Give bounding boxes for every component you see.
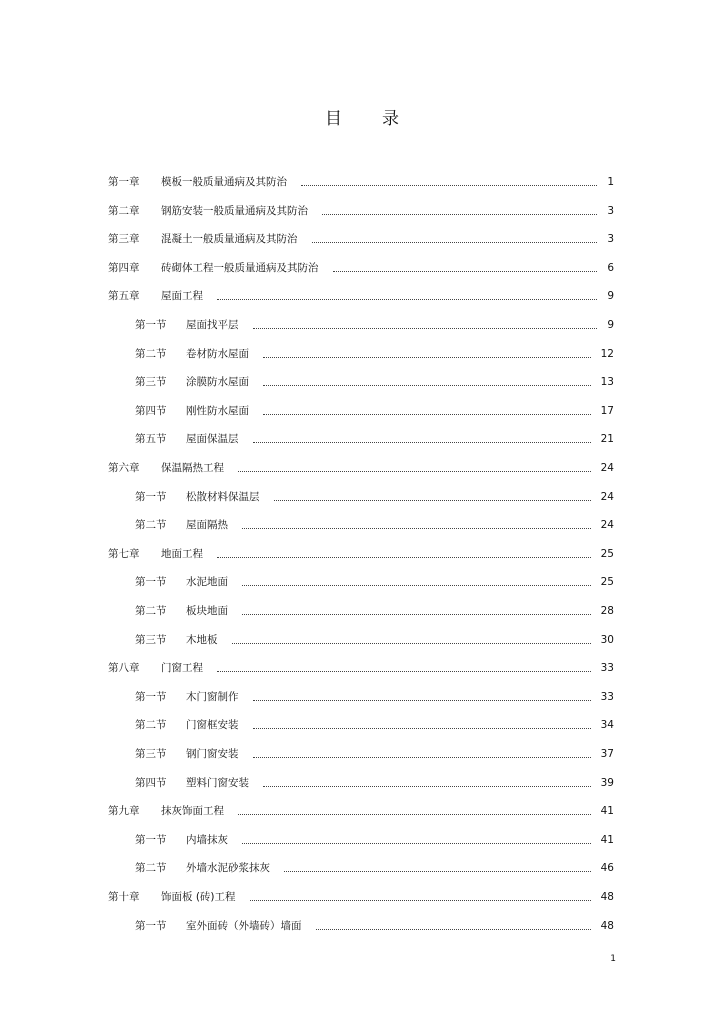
toc-entry-page: 30 xyxy=(600,633,614,646)
toc-section-row xyxy=(0,515,724,535)
toc-dot-leader xyxy=(238,814,591,815)
toc-entry-page: 46 xyxy=(600,862,614,875)
page-title xyxy=(0,104,724,129)
page-title-part1: 目 xyxy=(325,109,342,129)
toc-section-row xyxy=(0,744,724,764)
toc-entry-title: 水泥地面 xyxy=(186,576,228,589)
page-number: 1 xyxy=(610,954,616,964)
toc-dot-leader xyxy=(284,871,591,872)
toc-dot-leader xyxy=(253,757,591,758)
toc-entry-number: 第四章 xyxy=(108,261,140,274)
toc-entry-page: 25 xyxy=(600,576,614,589)
toc-chapter-row xyxy=(0,286,724,306)
toc-dot-leader xyxy=(242,614,591,615)
toc-entry-title: 板块地面 xyxy=(186,605,228,617)
toc-entry-number: 第一节 xyxy=(135,319,167,331)
toc-chapter-row xyxy=(0,229,724,249)
toc-entry-number: 第十章 xyxy=(108,891,140,903)
toc-entry-title: 木地板 xyxy=(186,633,218,646)
toc-entry-page: 24 xyxy=(600,490,614,503)
toc-entry-title: 涂膜防水屋面 xyxy=(186,376,249,389)
toc-entry-title: 混凝土一般质量通病及其防治 xyxy=(161,233,298,246)
toc-entry-number: 第四节 xyxy=(135,776,167,789)
toc-entry-number: 第一节 xyxy=(135,576,167,589)
toc-section-row xyxy=(0,830,724,850)
toc-section-row xyxy=(0,858,724,878)
toc-dot-leader xyxy=(217,557,591,558)
toc-entry-page: 24 xyxy=(600,519,614,532)
toc-dot-leader xyxy=(232,643,591,644)
toc-entry-page: 37 xyxy=(600,748,614,760)
toc-section-row xyxy=(0,601,724,621)
toc-entry-page: 13 xyxy=(600,376,614,389)
toc-section-row xyxy=(0,715,724,735)
toc-entry-page: 41 xyxy=(600,833,614,846)
toc-entry-title: 松散材料保温层 xyxy=(186,490,260,503)
toc-entry-number: 第一章 xyxy=(108,176,140,188)
toc-entry-page: 24 xyxy=(600,462,614,474)
toc-section-row xyxy=(0,487,724,507)
toc-chapter-row xyxy=(0,458,724,478)
toc-entry-number: 第二节 xyxy=(135,605,167,617)
toc-entry-page: 41 xyxy=(600,805,614,818)
toc-dot-leader xyxy=(250,900,591,901)
toc-section-row xyxy=(0,315,724,335)
toc-entry-number: 第三节 xyxy=(135,376,167,389)
toc-entry-number: 第二节 xyxy=(135,519,167,532)
toc-entry-title: 刚性防水屋面 xyxy=(186,404,249,417)
toc-entry-page: 25 xyxy=(600,547,614,560)
toc-entry-title: 屋面工程 xyxy=(161,290,203,303)
toc-section-row xyxy=(0,572,724,592)
toc-entry-page: 48 xyxy=(600,891,614,903)
toc-section-row xyxy=(0,344,724,364)
toc-entry-number: 第二章 xyxy=(108,204,140,217)
toc-section-row xyxy=(0,429,724,449)
toc-dot-leader xyxy=(274,500,591,501)
toc-entry-page: 17 xyxy=(600,404,614,417)
toc-chapter-row xyxy=(0,258,724,278)
toc-dot-leader xyxy=(253,700,591,701)
toc-dot-leader xyxy=(242,843,591,844)
toc-entry-title: 屋面找平层 xyxy=(186,319,239,331)
toc-entry-number: 第六章 xyxy=(108,462,140,474)
toc-dot-leader xyxy=(253,442,591,443)
toc-entry-title: 饰面板 (砖)工程 xyxy=(161,891,236,903)
toc-dot-leader xyxy=(322,214,597,215)
toc-entry-number: 第五章 xyxy=(108,290,140,303)
toc-dot-leader xyxy=(238,471,591,472)
toc-entry-number: 第二节 xyxy=(135,719,167,732)
toc-entry-number: 第二节 xyxy=(135,347,167,360)
toc-entry-page: 21 xyxy=(600,433,614,446)
toc-chapter-row xyxy=(0,201,724,221)
toc-entry-number: 第八章 xyxy=(108,662,140,675)
toc-entry-title: 保温隔热工程 xyxy=(161,462,224,474)
toc-chapter-row xyxy=(0,172,724,192)
toc-entry-title: 内墙抹灰 xyxy=(186,833,228,846)
toc-entry-number: 第四节 xyxy=(135,404,167,417)
toc-entry-title: 卷材防水屋面 xyxy=(186,347,249,360)
toc-entry-page: 33 xyxy=(600,662,614,675)
toc-entry-number: 第五节 xyxy=(135,433,167,446)
toc-dot-leader xyxy=(263,414,591,415)
toc-entry-title: 钢筋安装一般质量通病及其防治 xyxy=(161,204,308,217)
toc-entry-title: 砖砌体工程一般质量通病及其防治 xyxy=(161,261,319,274)
toc-entry-number: 第三章 xyxy=(108,233,140,246)
toc-entry-page: 3 xyxy=(607,233,614,246)
toc-dot-leader xyxy=(253,328,598,329)
toc-section-row xyxy=(0,916,724,936)
toc-section-row xyxy=(0,630,724,650)
toc-chapter-row xyxy=(0,887,724,907)
toc-section-row xyxy=(0,401,724,421)
toc-chapter-row xyxy=(0,658,724,678)
toc-dot-leader xyxy=(316,929,591,930)
toc-entry-number: 第一节 xyxy=(135,833,167,846)
toc-entry-title: 外墙水泥砂浆抹灰 xyxy=(186,862,270,875)
toc-dot-leader xyxy=(253,728,591,729)
toc-entry-page: 1 xyxy=(607,176,614,188)
toc-entry-title: 塑料门窗安装 xyxy=(186,776,249,789)
toc-dot-leader xyxy=(333,271,598,272)
toc-entry-title: 门窗工程 xyxy=(161,662,203,675)
toc-dot-leader xyxy=(301,185,597,186)
toc-dot-leader xyxy=(217,299,597,300)
toc-section-row xyxy=(0,372,724,392)
toc-entry-page: 9 xyxy=(607,290,614,303)
toc-entry-title: 室外面砖（外墙砖）墙面 xyxy=(186,919,302,932)
toc-entry-title: 屋面隔热 xyxy=(186,519,228,532)
toc-chapter-row xyxy=(0,801,724,821)
toc-entry-page: 9 xyxy=(607,319,614,331)
toc-entry-title: 地面工程 xyxy=(161,547,203,560)
toc-entry-title: 门窗框安装 xyxy=(186,719,239,732)
toc-dot-leader xyxy=(312,242,598,243)
toc-entry-title: 模板一般质量通病及其防治 xyxy=(161,176,287,188)
toc-dot-leader xyxy=(242,585,591,586)
toc-entry-page: 39 xyxy=(600,776,614,789)
toc-dot-leader xyxy=(263,357,591,358)
toc-entry-title: 木门窗制作 xyxy=(186,690,239,703)
toc-chapter-row xyxy=(0,544,724,564)
toc-entry-page: 33 xyxy=(600,690,614,703)
toc-entry-page: 48 xyxy=(600,919,614,932)
toc-entry-page: 28 xyxy=(600,605,614,617)
toc-entry-number: 第一节 xyxy=(135,690,167,703)
toc-entry-number: 第一节 xyxy=(135,919,167,932)
toc-entry-page: 6 xyxy=(607,261,614,274)
toc-dot-leader xyxy=(217,671,591,672)
toc-entry-number: 第三节 xyxy=(135,748,167,760)
toc-section-row xyxy=(0,773,724,793)
toc-dot-leader xyxy=(263,786,591,787)
toc-entry-number: 第七章 xyxy=(108,547,140,560)
toc-dot-leader xyxy=(263,385,591,386)
toc-section-row xyxy=(0,687,724,707)
page-title-part2: 录 xyxy=(382,109,399,129)
toc-entry-number: 第二节 xyxy=(135,862,167,875)
toc-entry-page: 12 xyxy=(600,347,614,360)
toc-entry-page: 34 xyxy=(600,719,614,732)
toc-entry-title: 抹灰饰面工程 xyxy=(161,805,224,818)
toc-entry-number: 第三节 xyxy=(135,633,167,646)
toc-entry-number: 第一节 xyxy=(135,490,167,503)
toc-entry-title: 钢门窗安装 xyxy=(186,748,239,760)
toc-entry-number: 第九章 xyxy=(108,805,140,818)
toc-entry-title: 屋面保温层 xyxy=(186,433,239,446)
toc-dot-leader xyxy=(242,528,591,529)
toc-entry-page: 3 xyxy=(607,204,614,217)
